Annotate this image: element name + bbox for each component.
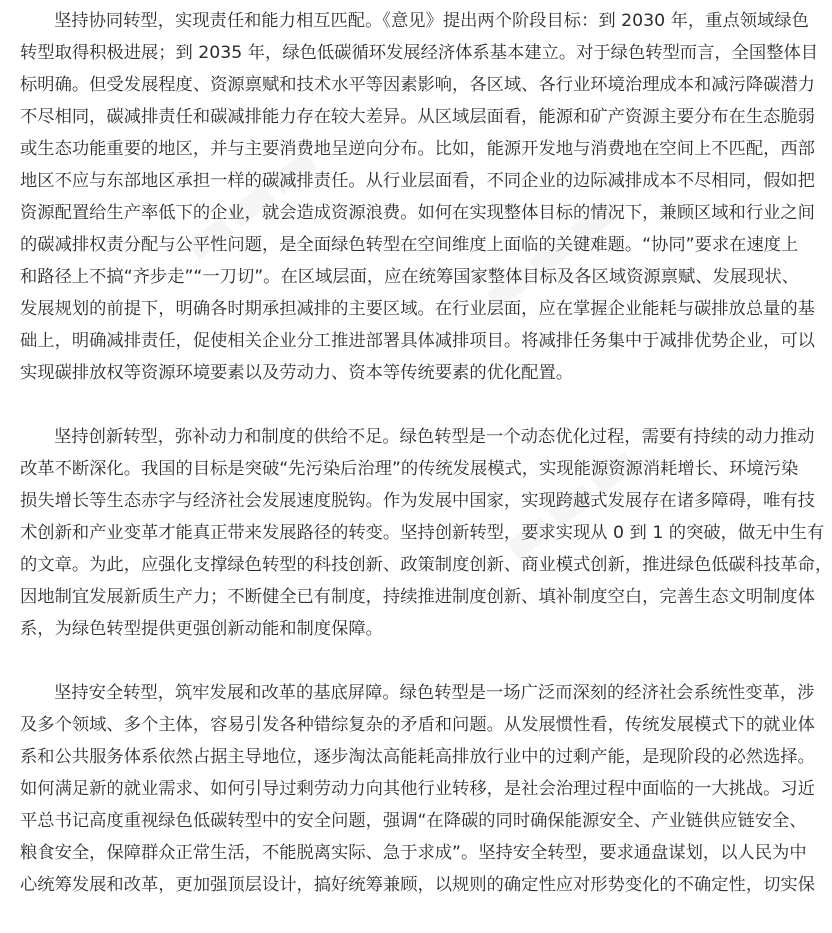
- text-line: 的碳减排权责分配与公平性问题，是全面绿色转型在空间维度上面临的关键难题。“协同”要求在速度上: [20, 235, 799, 255]
- text-line: 改革不断深化。我国的目标是突破“先污染后治理”的传统发展模式，实现能源资源消耗增长、环境污染: [20, 459, 799, 479]
- text-line: 及多个领域、多个主体，容易引发各种错综复杂的矛盾和问题。从发展惯性看，传统发展模式下的就业体: [20, 715, 815, 735]
- article-body: [20, 5, 832, 933]
- text-line: 和路径上不搞“齐步走”“一刀切”。在区域层面，应在统筹国家整体目标及各区域资源禀赋、发展现状、: [20, 267, 799, 287]
- paragraph-collaborative-transition: [20, 5, 819, 389]
- text-line: 系和公共服务体系依然占据主导地位，逐步淘汰高能耗高排放行业中的过剩产能，是现阶段的必然选择。: [20, 747, 815, 767]
- paragraph-secure-transition: [20, 677, 815, 901]
- text-line: 转型取得积极进展；到 2035 年，绿色低碳循环发展经济体系基本建立。对于绿色转型而言，全国整体目: [20, 43, 819, 63]
- text-line: 系，为绿色转型提供更强创新动能和制度保障。: [20, 619, 383, 639]
- text-line: 坚持协同转型，实现责任和能力相互匹配。《意见》提出两个阶段目标：到 2030 年，重点领域绿色: [54, 11, 809, 31]
- text-line: 地区不应与东部地区承担一样的碳减排责任。从行业层面看，不同企业的边际减排成本不尽相同，假如把: [20, 171, 815, 191]
- text-line: 实现碳排放权等资源环境要素以及劳动力、资本等传统要素的优化配置。: [20, 363, 574, 383]
- paragraph-innovative-transition: [20, 421, 832, 645]
- text-line: 坚持安全转型，筑牢发展和改革的基底屏障。绿色转型是一场广泛而深刻的经济社会系统性变革，涉: [54, 683, 815, 703]
- text-line: 因地制宜发展新质生产力；不断健全已有制度，持续推进制度创新、填补制度空白，完善生态文明制度体: [20, 587, 815, 607]
- text-line: 坚持创新转型，弥补动力和制度的供给不足。绿色转型是一个动态优化过程，需要有持续的动力推动: [54, 427, 815, 447]
- text-line: 心统筹发展和改革，更加强顶层设计，搞好统筹兼顾，以规则的确定性应对形势变化的不确定性，切实保: [20, 875, 815, 895]
- watermark: ▬▬▬: [486, 428, 652, 577]
- text-line: 标明确。但受发展程度、资源禀赋和技术水平等因素影响，各区域、各行业环境治理成本和减污降碳潜力: [20, 75, 815, 95]
- text-line: 的文章。为此，应强化支撑绿色转型的科技创新、政策制度创新、商业模式创新，推进绿色低碳科技革命，: [20, 555, 832, 575]
- text-line: 如何满足新的就业需求、如何引导过剩劳动力向其他行业转移，是社会治理过程中面临的一大挑战。习近: [20, 779, 815, 799]
- text-line: 粮食安全，保障群众正常生活，不能脱离实际、急于求成”。坚持安全转型，要求通盘谋划，以人民为中: [20, 843, 807, 863]
- text-line: 损失增长等生态赤字与经济社会发展速度脱钩。作为发展中国家，实现跨越式发展存在诸多障碍，唯有技: [20, 491, 815, 511]
- text-line: 或生态功能重要的地区，并与主要消费地呈逆向分布。比如，能源开发地与消费地在空间上不匹配，西部: [20, 139, 815, 159]
- text-line: 础上，明确减排责任，促使相关企业分工推进部署具体减排项目。将减排任务集中于减排优势企业，可以: [20, 331, 815, 351]
- watermark: ▬▬▬: [466, 178, 632, 327]
- text-line: 发展规划的前提下，明确各时期承担减排的主要区域。在行业层面，应在掌握企业能耗与碳排放总量的基: [20, 299, 815, 319]
- text-line: 资源配置给生产率低下的企业，就会造成资源浪费。如何在实现整体目标的情况下，兼顾区域和行业之间: [20, 203, 815, 223]
- text-line: 术创新和产业变革才能真正带来发展路径的转变。坚持创新转型，要求实现从 0 到 1 的突破，做无中生有: [20, 523, 825, 543]
- watermark: ▬▬▬: [166, 128, 332, 277]
- text-line: 不尽相同，碳减排责任和碳减排能力存在较大差异。从区域层面看，能源和矿产资源主要分布在生态脆弱: [20, 107, 815, 127]
- text-line: 平总书记高度重视绿色低碳转型中的安全问题，强调“在降碳的同时确保能源安全、产业链供应链安全、: [20, 811, 807, 831]
